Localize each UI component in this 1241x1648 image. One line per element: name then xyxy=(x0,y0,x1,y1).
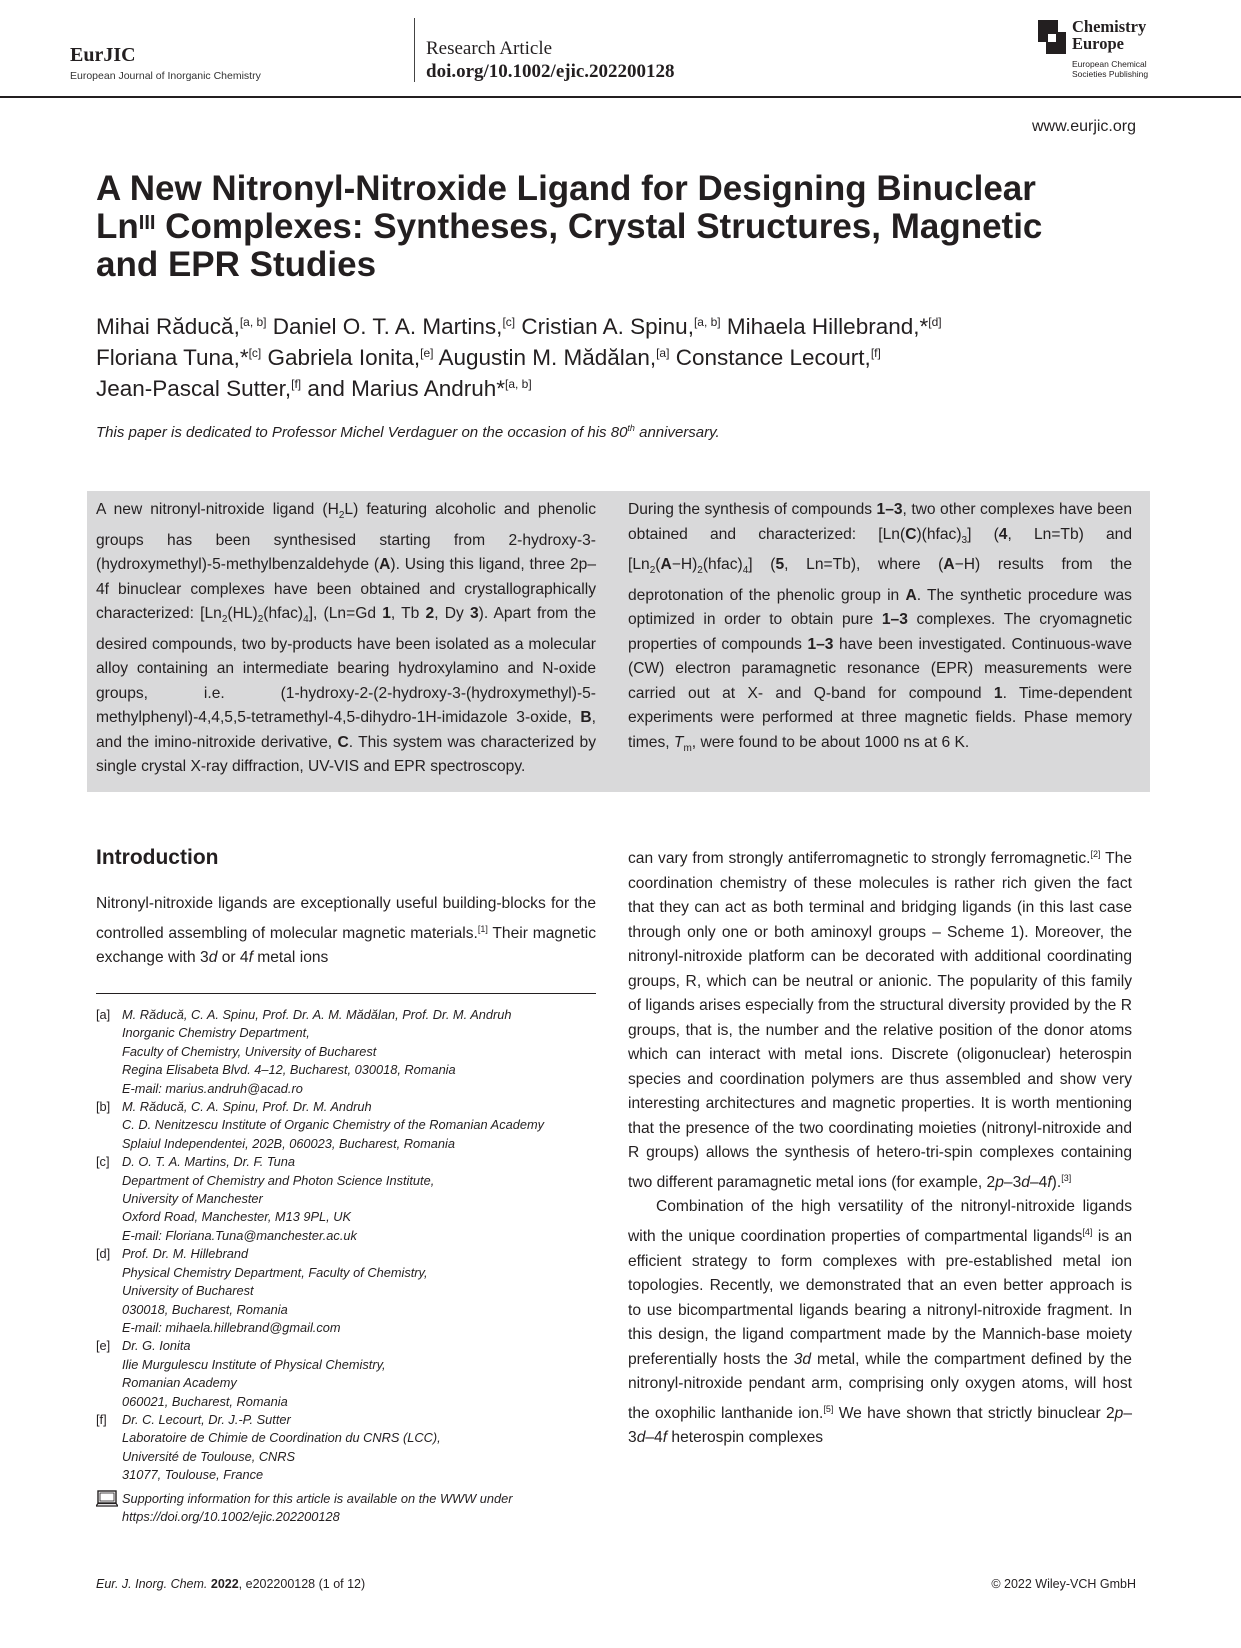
supporting-info-text: Supporting information for this article is available on the WWW under https://doi.org/10.1002/ejic.202200128 xyxy=(122,1491,513,1525)
affiliation-line: C. D. Nenitzescu Institute of Organic Chemistry of the Romanian Academy xyxy=(122,1117,544,1133)
affiliation-line: E-mail: Floriana.Tuna@manchester.ac.uk xyxy=(122,1227,357,1243)
affiliation-tag: [e] xyxy=(96,1338,111,1354)
affiliation-line: Inorganic Chemistry Department, xyxy=(122,1025,310,1041)
affiliation-tag: [b] xyxy=(96,1099,111,1115)
header-divider xyxy=(414,18,415,82)
journal-website-link[interactable]: www.eurjic.org xyxy=(1031,118,1136,135)
affiliation-line: 060021, Bucharest, Romania xyxy=(122,1393,288,1409)
affiliation-footnote xyxy=(96,1153,596,1245)
affiliation-lines xyxy=(122,1098,544,1153)
abstract-right-column: During the synthesis of compounds 1–3, two other complexes have been obtained and characterized: $[Ln(C)(hfac)_3]$ (4, Ln=Tb) and $[Ln_2(A-H)_2(hfac)_4]$ (5, Ln=Tb), where (A−H) results from the deprotonation of the phenolic group in A. The synthetic procedure was optimized in order to obtain pure 1–3 complexes. The cryomagnetic properties of compounds 1–3 have been investigated. Continuous-wave (CW) electron paramagnetic resonance (EPR) measurements were carried out at X- and Q-band for compound 1. Time-dependent experiments were performed at three magnetic fields. Phase memory times, $T_m$, were found to be about 1000 ns at 6 K. xyxy=(628,501,1133,754)
author-list: Mihai Răducă,[a, b] Daniel O. T. A. Martins,[c] Cristian A. Spinu,[a, b] Mihaela Hillebrand,*[d] Floriana Tuna,*[c] Gabriela Ionita,[e] Augustin M. Mădălan,[a] Constance Lecourt,[f] Jean-Pascal Sutter,[f] and Marius Andruh*[a, b] xyxy=(96,314,942,401)
affiliation-line: Dr. C. Lecourt, Dr. J.-P. Sutter xyxy=(122,1411,291,1427)
intro-paragraph-left: Nitronyl-nitroxide ligands are exceptionally useful building-blocks for the controlled assembling of molecular magnetic materials.[1] Their magnetic exchange with 3d or 4f metal ions xyxy=(96,895,596,967)
affiliation-line: Prof. Dr. M. Hillebrand xyxy=(122,1246,249,1262)
affiliation-line: M. Răducă, C. A. Spinu, Prof. Dr. A. M. Mădălan, Prof. Dr. M. Andruh xyxy=(122,1007,512,1022)
affiliation-line: Oxford Road, Manchester, M13 9PL, UK xyxy=(122,1209,352,1225)
affiliation-tag: [d] xyxy=(96,1246,111,1262)
logo-text-sub2: Societies Publishing xyxy=(1072,69,1149,79)
intro-right-column xyxy=(628,842,1132,1451)
affiliation-line: Physical Chemistry Department, Faculty of Chemistry, xyxy=(122,1264,428,1280)
computer-icon xyxy=(96,1490,118,1508)
intro-paragraph-right-2: Combination of the high versatility of the nitronyl-nitroxide ligands with the unique coordination properties of compartmental ligands[4] is an efficient strategy to form complexes with pre-established metal ion topologies. Recently, we demonstrated that an even better approach is to use bicompartmental ligands bearing a nitronyl-nitroxide fragment. In this design, the ligand compartment made by the Mannich-base moiety preferentially hosts the 3d metal, while the compartment defined by the nitronyl-nitroxide pendant arm, comprising only oxygen atoms, will host the oxophilic lanthanide ion.[5] We have shown that strictly binuclear 2p–3d–4f heterospin complexes xyxy=(628,1198,1133,1447)
affiliation-line: Splaiul Independentei, 202B, 060023, Bucharest, Romania xyxy=(122,1135,455,1151)
affiliation-line: E-mail: marius.andruh@acad.ro xyxy=(122,1080,303,1096)
affiliation-line: Université de Toulouse, CNRS xyxy=(122,1448,296,1464)
affiliation-line: Laboratoire de Chimie de Coordination du CNRS (LCC), xyxy=(122,1430,441,1446)
abstract-left-column: A new nitronyl-nitroxide ligand $(H_2L)$ featuring alcoholic and phenolic groups has been synthesised starting from 2-hydroxy-3-(hydroxymethyl)-5-methylbenzaldehyde (A). Using this ligand, three 2p–4f binuclear complexes have been obtained and crystallographically characterized: $[Ln_2(HL)_2(hfac)_4]$, (Ln=Gd 1, Tb 2, Dy 3). Apart from the desired compounds, two by-products have been isolated as a molecular alloy containing an intermediate bearing hydroxylamino and N-oxide groups, i.e. (1-hydroxy-2-(2-hydroxy-3-(hydroxymethyl)-5-methylphenyl)-4,4,5,5-tetramethyl-4,5-dihydro-1H-imidazole 3-oxide, B, and the imino-nitroxide derivative, C. This system was characterized by single crystal X-ray diffraction, UV-VIS and EPR spectroscopy. xyxy=(96,501,596,776)
supporting-info-note xyxy=(96,1490,596,1527)
citation-footer: Eur. J. Inorg. Chem. 2022, e202200128 (1 of 12) xyxy=(96,1577,366,1591)
affiliations-footnotes xyxy=(96,1006,596,1485)
affiliation-footnote xyxy=(96,1006,596,1098)
footnote-rule xyxy=(96,993,596,994)
affiliation-line: Dr. G. Ionita xyxy=(122,1338,191,1354)
affiliation-line: D. O. T. A. Martins, Dr. F. Tuna xyxy=(122,1154,296,1170)
affiliation-footnote xyxy=(96,1245,596,1337)
journal-name: EurJIC xyxy=(70,44,136,66)
affiliation-line: Faculty of Chemistry, University of Bucharest xyxy=(122,1043,377,1059)
header-rule xyxy=(0,96,1241,98)
logo-text-europe: Europe xyxy=(1072,34,1124,53)
logo-text-sub1: European Chemical xyxy=(1072,59,1147,69)
affiliation-tag: [f] xyxy=(96,1411,107,1427)
affiliation-line: M. Răducă, C. A. Spinu, Prof. Dr. M. Andruh xyxy=(122,1099,372,1115)
affiliation-lines xyxy=(122,1337,386,1411)
affiliation-line: Ilie Murgulescu Institute of Physical Chemistry, xyxy=(122,1356,386,1372)
affiliation-line: Romanian Academy xyxy=(122,1375,237,1391)
article-type: Research Article xyxy=(426,38,553,59)
intro-paragraph-right-1: can vary from strongly antiferromagnetic to strongly ferromagnetic.[2] The coordination chemistry of these molecules is rather rich given the fact that they can act as both terminal and bridging ligands (in this last case through only one or both aminoxyl groups – Scheme 1). Moreover, the nitronyl-nitroxide platform can be decorated with additional coordinating groups, R, which can be neutral or anionic. The popularity of this family of ligands arises especially from the structural diversity provided by the R groups, that is, the number and the relative position of the donor atoms which can interact with metal ions. Discrete (oligonuclear) heterospin species and coordination polymers are thus assembled and show very interesting architectures and magnetic properties. It is worth mentioning that the presence of the two coordinating moieties (nitronyl-nitroxide and R groups) allows the synthesis of hetero-tri-spin complexes containing two different paramagnetic metal ions (for example, 2p–3d–4f).[3] xyxy=(628,849,1132,1191)
affiliation-lines xyxy=(122,1411,441,1485)
affiliation-footnote xyxy=(96,1098,596,1153)
affiliation-line: Regina Elisabeta Blvd. 4–12, Bucharest, 030018, Romania xyxy=(122,1062,456,1078)
journal-full-name: European Journal of Inorganic Chemistry xyxy=(70,70,261,82)
chemistry-europe-logo-icon xyxy=(1038,20,1066,54)
logo-text-chemistry: Chemistry xyxy=(1072,17,1147,36)
article-title: A New Nitronyl-Nitroxide Ligand for Designing Binuclear $Ln^{III}$ Complexes: Syntheses, Crystal Structures, Magnetic and EPR Studies xyxy=(96,169,1043,284)
affiliation-footnote xyxy=(96,1337,596,1411)
affiliation-line: 31077, Toulouse, France xyxy=(122,1467,264,1483)
copyright-footer: © 2022 Wiley-VCH GmbH xyxy=(991,1577,1136,1591)
affiliation-tag: [c] xyxy=(96,1154,110,1170)
dedication: This paper is dedicated to Professor Michel Verdaguer on the occasion of his 80th anniversary. xyxy=(96,423,720,441)
affiliation-footnote xyxy=(96,1411,596,1485)
affiliation-lines xyxy=(122,1245,428,1337)
affiliation-lines xyxy=(122,1006,512,1098)
affiliation-line: E-mail: mihaela.hillebrand@gmail.com xyxy=(122,1319,341,1335)
chemistry-europe-logo xyxy=(1038,18,1173,80)
doi-link[interactable]: doi.org/10.1002/ejic.202200128 xyxy=(426,61,675,82)
affiliation-line: 030018, Bucharest, Romania xyxy=(122,1301,288,1317)
affiliation-lines xyxy=(122,1153,434,1245)
section-heading-introduction: Introduction xyxy=(96,846,219,869)
affiliation-line: University of Bucharest xyxy=(122,1283,254,1299)
affiliation-line: University of Manchester xyxy=(122,1191,263,1207)
affiliation-line: Department of Chemistry and Photon Science Institute, xyxy=(122,1172,435,1188)
affiliation-tag: [a] xyxy=(96,1007,111,1022)
